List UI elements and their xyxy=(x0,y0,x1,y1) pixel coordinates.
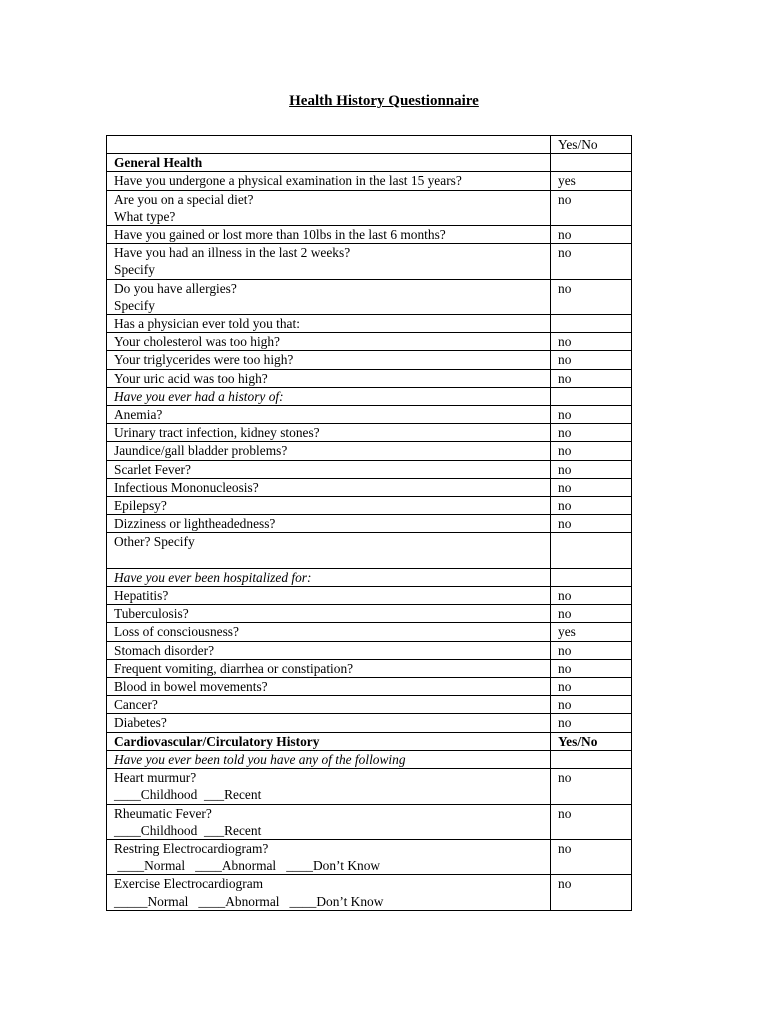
header-row xyxy=(107,136,632,154)
question-row xyxy=(107,623,632,641)
question-text: ____Childhood ___Recent xyxy=(114,822,262,838)
question-text: Have you ever had a history of: xyxy=(114,388,284,404)
answer-cell: no xyxy=(551,641,632,659)
question-text: Urinary tract infection, kidney stones? xyxy=(114,425,320,441)
answer-cell: no xyxy=(551,369,632,387)
question-text: Anemia? xyxy=(114,407,163,423)
subsection-heading-cell xyxy=(107,568,551,586)
question-cell xyxy=(107,460,551,478)
question-text: General Health xyxy=(114,155,203,171)
question-text: Other? Specify xyxy=(114,534,195,550)
question-text: Cardiovascular/Circulatory History xyxy=(114,733,320,749)
answer-cell: no xyxy=(551,769,632,804)
question-text: Has a physician ever told you that: xyxy=(114,316,300,332)
answer-cell: no xyxy=(551,244,632,279)
question-cell xyxy=(107,244,551,279)
question-text: Have you gained or lost more than 10lbs in the last 6 months? xyxy=(114,227,446,243)
answer-cell: no xyxy=(551,424,632,442)
answer-cell xyxy=(551,154,632,172)
answer-cell: no xyxy=(551,460,632,478)
answer-cell: no xyxy=(551,587,632,605)
question-text: Rheumatic Fever? xyxy=(114,805,212,821)
question-row xyxy=(107,678,632,696)
answer-cell: no xyxy=(551,190,632,225)
question-row xyxy=(107,315,632,333)
answer-cell: no xyxy=(551,714,632,732)
question-cell xyxy=(107,406,551,424)
question-text: ____Childhood ___Recent xyxy=(114,787,262,803)
question-row xyxy=(107,875,632,910)
question-text: Dizziness or lightheadedness? xyxy=(114,516,276,532)
answer-cell: no xyxy=(551,515,632,533)
question-text: Jaundice/gall bladder problems? xyxy=(114,443,288,459)
section-heading-cell xyxy=(107,732,551,750)
question-row xyxy=(107,696,632,714)
question-row xyxy=(107,533,632,568)
question-text: _____Normal ____Abnormal ____Don’t Know xyxy=(114,893,384,909)
answer-cell: no xyxy=(551,839,632,874)
question-text: Exercise Electrocardiogram xyxy=(114,876,264,892)
question-text: Scarlet Fever? xyxy=(114,461,191,477)
question-row xyxy=(107,424,632,442)
question-text: What type? xyxy=(114,208,176,224)
question-text: Your cholesterol was too high? xyxy=(114,334,281,350)
question-cell xyxy=(107,497,551,515)
question-cell xyxy=(107,659,551,677)
question-cell xyxy=(107,875,551,910)
question-cell xyxy=(107,804,551,839)
question-cell xyxy=(107,172,551,190)
question-row xyxy=(107,515,632,533)
question-row xyxy=(107,387,632,405)
question-text: Have you ever been hospitalized for: xyxy=(114,569,312,585)
question-row xyxy=(107,839,632,874)
header-answer-cell: Yes/No xyxy=(551,136,632,154)
question-row xyxy=(107,279,632,314)
answer-cell: no xyxy=(551,696,632,714)
question-text: Hepatitis? xyxy=(114,588,169,604)
question-row xyxy=(107,333,632,351)
question-row xyxy=(107,154,632,172)
question-text: Have you had an illness in the last 2 weeks? xyxy=(114,245,351,261)
answer-cell xyxy=(551,387,632,405)
question-text: Loss of consciousness? xyxy=(114,624,239,640)
answer-cell: yes xyxy=(551,623,632,641)
question-row xyxy=(107,172,632,190)
question-text: Your triglycerides were too high? xyxy=(114,352,294,368)
question-text: Restring Electrocardiogram? xyxy=(114,840,269,856)
question-cell xyxy=(107,424,551,442)
question-row xyxy=(107,750,632,768)
question-cell xyxy=(107,369,551,387)
question-cell xyxy=(107,351,551,369)
question-cell xyxy=(107,226,551,244)
question-row xyxy=(107,587,632,605)
questionnaire-table xyxy=(106,135,632,911)
answer-cell xyxy=(551,750,632,768)
question-cell xyxy=(107,478,551,496)
question-text: Stomach disorder? xyxy=(114,642,215,658)
header-question-cell xyxy=(107,136,551,154)
answer-cell: no xyxy=(551,497,632,515)
question-cell xyxy=(107,714,551,732)
questionnaire-body xyxy=(107,136,632,911)
question-text: Epilepsy? xyxy=(114,498,167,514)
question-text: Tuberculosis? xyxy=(114,606,189,622)
question-text: ____Normal ____Abnormal ____Don’t Know xyxy=(114,858,381,874)
question-cell xyxy=(107,641,551,659)
question-row xyxy=(107,369,632,387)
question-text: Frequent vomiting, diarrhea or constipation? xyxy=(114,660,354,676)
question-cell xyxy=(107,605,551,623)
answer-cell xyxy=(551,533,632,568)
answer-cell: no xyxy=(551,333,632,351)
question-text: Heart murmur? xyxy=(114,770,197,786)
question-text xyxy=(114,551,550,568)
answer-cell: no xyxy=(551,678,632,696)
question-row xyxy=(107,804,632,839)
question-text: Are you on a special diet? xyxy=(114,191,254,207)
question-row xyxy=(107,406,632,424)
question-text: Your uric acid was too high? xyxy=(114,370,268,386)
question-row xyxy=(107,732,632,750)
question-cell xyxy=(107,315,551,333)
question-text: Have you undergone a physical examination in the last 15 years? xyxy=(114,173,462,189)
question-text: Do you have allergies? xyxy=(114,280,237,296)
question-row xyxy=(107,351,632,369)
answer-cell: no xyxy=(551,605,632,623)
question-row xyxy=(107,226,632,244)
answer-cell xyxy=(551,315,632,333)
question-row xyxy=(107,190,632,225)
question-text: Blood in bowel movements? xyxy=(114,679,268,695)
answer-cell: no xyxy=(551,478,632,496)
question-text: Infectious Mononucleosis? xyxy=(114,479,259,495)
question-row xyxy=(107,641,632,659)
answer-cell: no xyxy=(551,875,632,910)
answer-cell: no xyxy=(551,226,632,244)
question-cell xyxy=(107,279,551,314)
question-cell xyxy=(107,190,551,225)
question-cell xyxy=(107,839,551,874)
question-cell xyxy=(107,515,551,533)
answer-cell: no xyxy=(551,804,632,839)
subsection-heading-cell xyxy=(107,750,551,768)
question-row xyxy=(107,497,632,515)
question-text: Have you ever been told you have any of the following xyxy=(114,751,406,767)
question-cell xyxy=(107,696,551,714)
answer-cell: no xyxy=(551,351,632,369)
question-row xyxy=(107,244,632,279)
subsection-heading-cell xyxy=(107,387,551,405)
answer-cell: no xyxy=(551,442,632,460)
question-cell xyxy=(107,442,551,460)
question-row xyxy=(107,605,632,623)
question-row xyxy=(107,659,632,677)
page-title: Health History Questionnaire xyxy=(289,93,479,109)
question-cell xyxy=(107,587,551,605)
question-row xyxy=(107,460,632,478)
question-cell xyxy=(107,533,551,568)
answer-cell: Yes/No xyxy=(551,732,632,750)
section-heading-cell xyxy=(107,154,551,172)
answer-cell xyxy=(551,568,632,586)
question-row xyxy=(107,714,632,732)
question-cell xyxy=(107,769,551,804)
question-row xyxy=(107,442,632,460)
question-cell xyxy=(107,678,551,696)
question-row xyxy=(107,478,632,496)
answer-cell: yes xyxy=(551,172,632,190)
question-row xyxy=(107,769,632,804)
question-text: Specify xyxy=(114,297,155,313)
answer-cell: no xyxy=(551,406,632,424)
answer-cell: no xyxy=(551,659,632,677)
question-text: Specify xyxy=(114,262,155,278)
answer-cell: no xyxy=(551,279,632,314)
question-text: Diabetes? xyxy=(114,715,167,731)
question-cell xyxy=(107,333,551,351)
question-cell xyxy=(107,623,551,641)
question-row xyxy=(107,568,632,586)
question-text: Cancer? xyxy=(114,697,158,713)
